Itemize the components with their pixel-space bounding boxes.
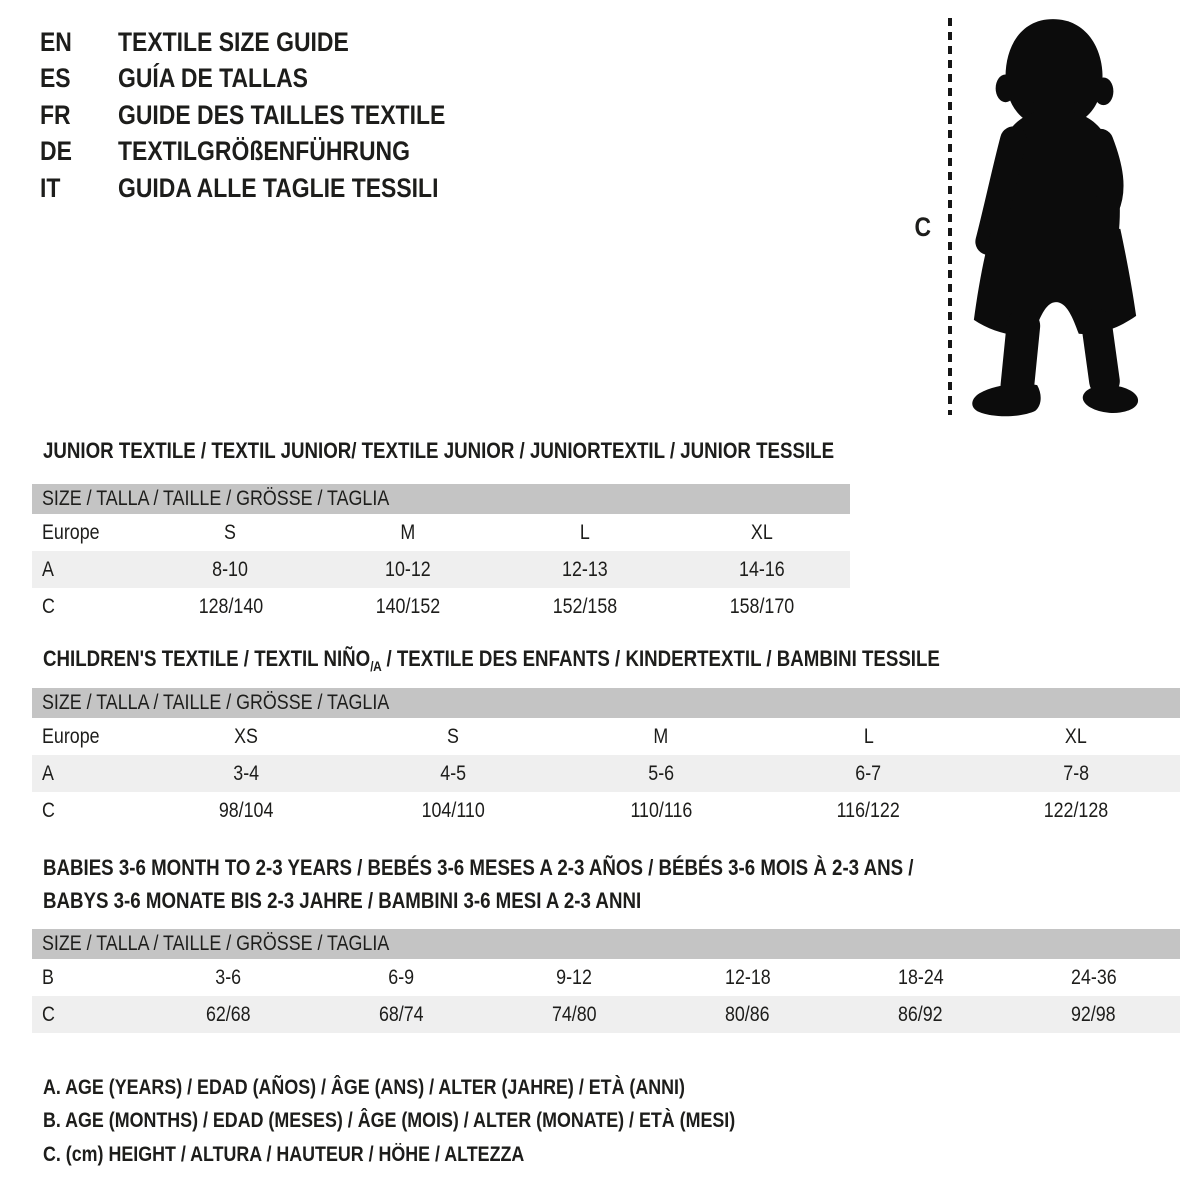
cell-value: 116/122 <box>836 798 901 822</box>
cell-value: L <box>579 520 590 544</box>
cell-value: 7-8 <box>1063 761 1090 785</box>
cell-value: 158/170 <box>729 594 794 618</box>
lang-title-fr: GUIDE DES TAILLES TEXTILE <box>118 99 446 130</box>
height-marker-label: C <box>914 212 932 242</box>
table-row <box>32 514 850 551</box>
cell-value: 86/92 <box>898 1002 943 1026</box>
cell-value: 10-12 <box>384 557 431 581</box>
row-label: C <box>42 1002 55 1026</box>
cell-value: 98/104 <box>218 798 274 822</box>
row-label: B <box>42 965 54 989</box>
junior-size-table <box>32 484 850 625</box>
cell-value: S <box>224 520 237 544</box>
cell-value: 62/68 <box>206 1002 251 1026</box>
cell-value: XL <box>1065 724 1088 748</box>
babies-size-table <box>32 929 1180 1033</box>
cell-value: 8-10 <box>212 557 249 581</box>
cell-value: 110/116 <box>630 798 692 822</box>
cell-value: XL <box>750 520 773 544</box>
lang-title-en: TEXTILE SIZE GUIDE <box>118 26 349 57</box>
lang-title-de: TEXTILGRÖßENFÜHRUNG <box>118 136 410 167</box>
dashed-height-line-icon <box>948 18 952 415</box>
legend <box>43 1071 857 1172</box>
cell-value: 4-5 <box>440 761 467 785</box>
lang-row-en <box>40 24 503 61</box>
cell-value: 9-12 <box>556 965 593 989</box>
babies-table-header: SIZE / TALLA / TAILLE / GRÖSSE / TAGLIA <box>32 929 1180 959</box>
cell-value: 80/86 <box>725 1002 770 1026</box>
lang-row-it <box>40 170 503 207</box>
table-row <box>32 551 850 588</box>
lang-code-es: ES <box>40 63 71 94</box>
legend-line-b: B. AGE (MONTHS) / EDAD (MESES) / ÂGE (MOIS) / ALTER (MONATE) / ETÀ (MESI) <box>43 1109 736 1133</box>
cell-value: 74/80 <box>552 1002 597 1026</box>
cell-value: 152/158 <box>552 594 617 618</box>
table-row <box>32 792 1180 829</box>
cell-value: M <box>653 724 669 748</box>
cell-value: M <box>400 520 415 544</box>
toddler-silhouette-icon <box>962 10 1150 418</box>
children-size-table <box>32 688 1180 829</box>
legend-line-a: A. AGE (YEARS) / EDAD (AÑOS) / ÂGE (ANS) / ALTER (JAHRE) / ETÀ (ANNI) <box>43 1075 685 1099</box>
cell-value: S <box>447 724 460 748</box>
cell-value: 92/98 <box>1071 1002 1116 1026</box>
cell-value: 24-36 <box>1070 965 1117 989</box>
junior-section-title: JUNIOR TEXTILE / TEXTIL JUNIOR/ TEXTILE JUNIOR / JUNIORTEXTIL / JUNIOR TESSILE <box>43 438 835 463</box>
cell-value: 12-13 <box>561 557 608 581</box>
table-row <box>32 588 850 625</box>
cell-value: 5-6 <box>648 761 674 785</box>
babies-section-title: BABIES 3-6 MONTH TO 2-3 YEARS / BEBÉS 3-6 MESES A 2-3 AÑOS / BÉBÉS 3-6 MOIS À 2-3 ANS / BABYS 3-6 MONATE BIS 2-3 JAHRE / BAMBINI 3-6 MESI A 2-3 ANNI <box>43 855 914 913</box>
cell-value: 14-16 <box>738 557 785 581</box>
cell-value: 3-6 <box>215 965 242 989</box>
table-row <box>32 718 1180 755</box>
lang-title-es: GUÍA DE TALLAS <box>118 63 308 94</box>
cell-value: 6-7 <box>855 761 882 785</box>
table-row <box>32 959 1180 996</box>
legend-line-c: C. (cm) HEIGHT / ALTURA / HAUTEUR / HÖHE / ALTEZZA <box>43 1142 525 1166</box>
children-table-header: SIZE / TALLA / TAILLE / GRÖSSE / TAGLIA <box>32 688 1180 718</box>
table-row <box>32 755 1180 792</box>
cell-value: 18-24 <box>897 965 944 989</box>
row-label: Europe <box>42 724 100 748</box>
language-title-block <box>40 24 503 207</box>
row-label: Europe <box>42 520 100 544</box>
lang-code-de: DE <box>40 136 72 167</box>
row-label: A <box>42 557 54 581</box>
cell-value: 128/140 <box>198 594 263 618</box>
cell-value: 122/128 <box>1043 798 1109 822</box>
lang-row-de <box>40 134 503 171</box>
cell-value: XS <box>233 724 258 748</box>
cell-value: 140/152 <box>375 594 440 618</box>
lang-code-en: EN <box>40 26 72 57</box>
cell-value: 68/74 <box>379 1002 424 1026</box>
row-label: A <box>42 761 54 785</box>
cell-value: 104/110 <box>421 798 485 822</box>
cell-value: L <box>863 724 874 748</box>
lang-code-fr: FR <box>40 99 71 130</box>
children-section-title: CHILDREN'S TEXTILE / TEXTIL $NIÑO_{/A}$ / TEXTILE DES ENFANTS / KINDERTEXTIL / BAMBINI TESSILE <box>43 646 940 674</box>
lang-row-fr <box>40 97 503 134</box>
cell-value: 3-4 <box>232 761 259 785</box>
cell-value: 6-9 <box>388 965 415 989</box>
junior-table-header: SIZE / TALLA / TAILLE / GRÖSSE / TAGLIA <box>32 484 850 514</box>
row-label: C <box>42 594 55 618</box>
lang-code-it: IT <box>40 172 61 203</box>
lang-row-es <box>40 61 503 98</box>
cell-value: 12-18 <box>724 965 771 989</box>
row-label: C <box>42 798 55 822</box>
lang-title-it: GUIDA ALLE TAGLIE TESSILI <box>118 172 439 203</box>
table-row <box>32 996 1180 1033</box>
